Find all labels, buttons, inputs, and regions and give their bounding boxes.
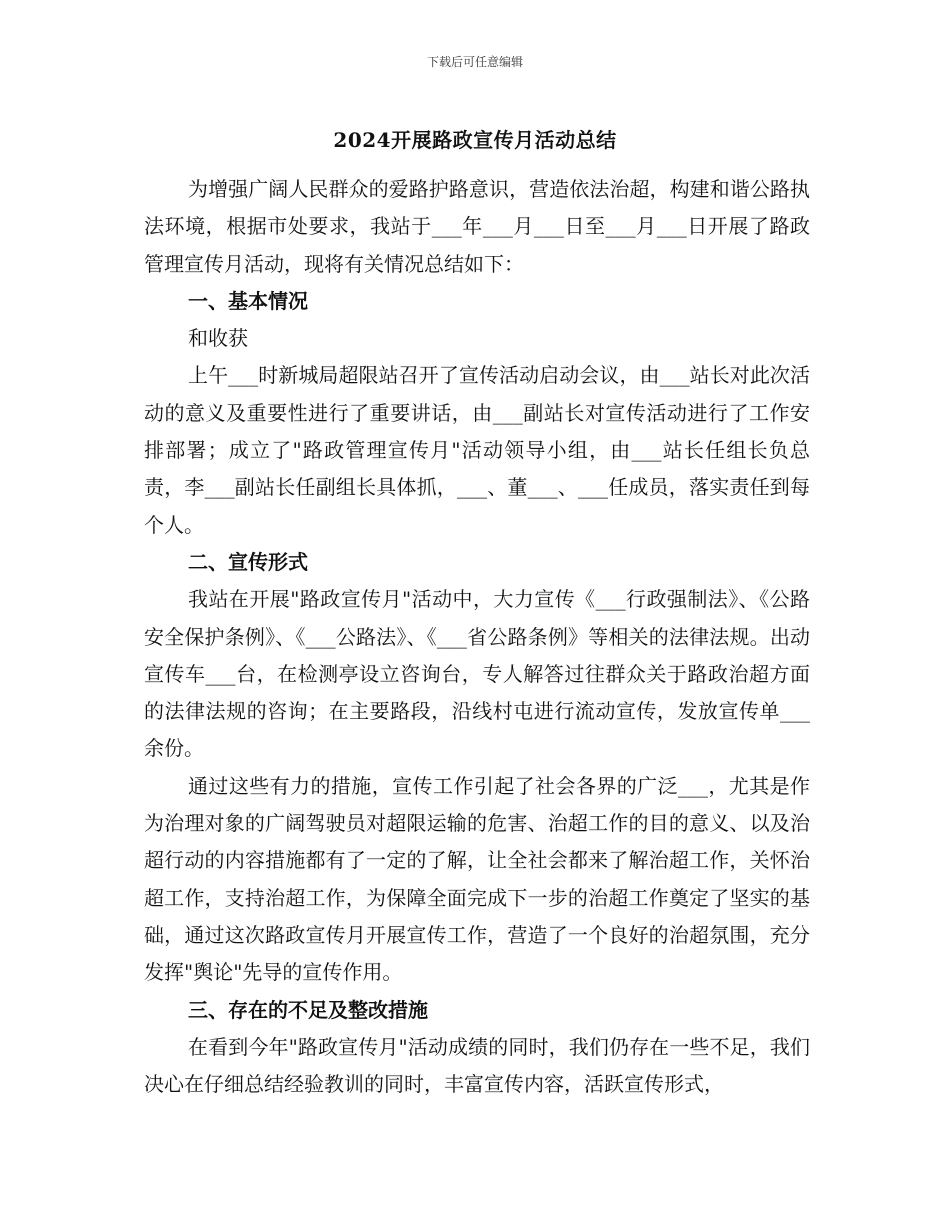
section2-paragraph-1: 我站在开展"路政宣传月"活动中，大力宣传《___行政强制法》、《公路安全保护条例》、《___公路法》、《___省公路条例》等相关的法律法规。出动宣传车___台，在检测亭设立咨询台，专人解答过往群众关于路政治超方面的法律法规的咨询；在主要路段，沿线村屯进行流动宣传，发放宣传单___余份。 <box>144 587 810 761</box>
header-note: 下载后可任意编辑 <box>426 55 523 69</box>
document-title: 2024开展路政宣传月活动总结 <box>333 128 617 152</box>
intro-paragraph: 为增强广阔人民群众的爱路护路意识，营造依法治超，构建和谐公路执法环境，根据市处要求，我站于___年___月___日至___月___日开展了路政管理宣传月活动，现将有关情况总结如下： <box>144 177 810 276</box>
section2-paragraph-2: 通过这些有力的措施，宣传工作引起了社会各界的广泛___，尤其是作为治理对象的广阔驾驶员对超限运输的危害、治超工作的目的意义、以及治超行动的内容措施都有了一定的了解，让全社会都来了解治超工作，关怀治超工作，支持治超工作，为保障全面完成下一步的治超工作奠定了坚实的基础，通过这次路政宣传月开展宣传工作，营造了一个良好的治超氛围，充分发挥"舆论"先导的宣传作用。 <box>144 773 810 985</box>
section3-heading: 三、存在的不足及整改措施 <box>188 997 428 1022</box>
section1-paragraph: 上午___时新城局超限站召开了宣传活动启动会议，由___站长对此次活动的意义及重要性进行了重要讲话，由___副站长对宣传活动进行了工作安排部署；成立了"路政管理宣传月"活动领导小组，由___站长任组长负总责，李___副站长任副组长具体抓，___、董___、___任成员，落实责任到每个人。 <box>144 363 810 537</box>
section1-heading: 一、基本情况 <box>188 288 308 313</box>
section2-heading: 二、宣传形式 <box>188 549 308 574</box>
document-body <box>144 171 810 1103</box>
section1-subline: 和收获 <box>188 326 248 351</box>
section3-paragraph: 在看到今年"路政宣传月"活动成绩的同时，我们仍存在一些不足，我们决心在仔细总结经验教训的同时，丰富宣传内容，活跃宣传形式， <box>144 1034 810 1097</box>
